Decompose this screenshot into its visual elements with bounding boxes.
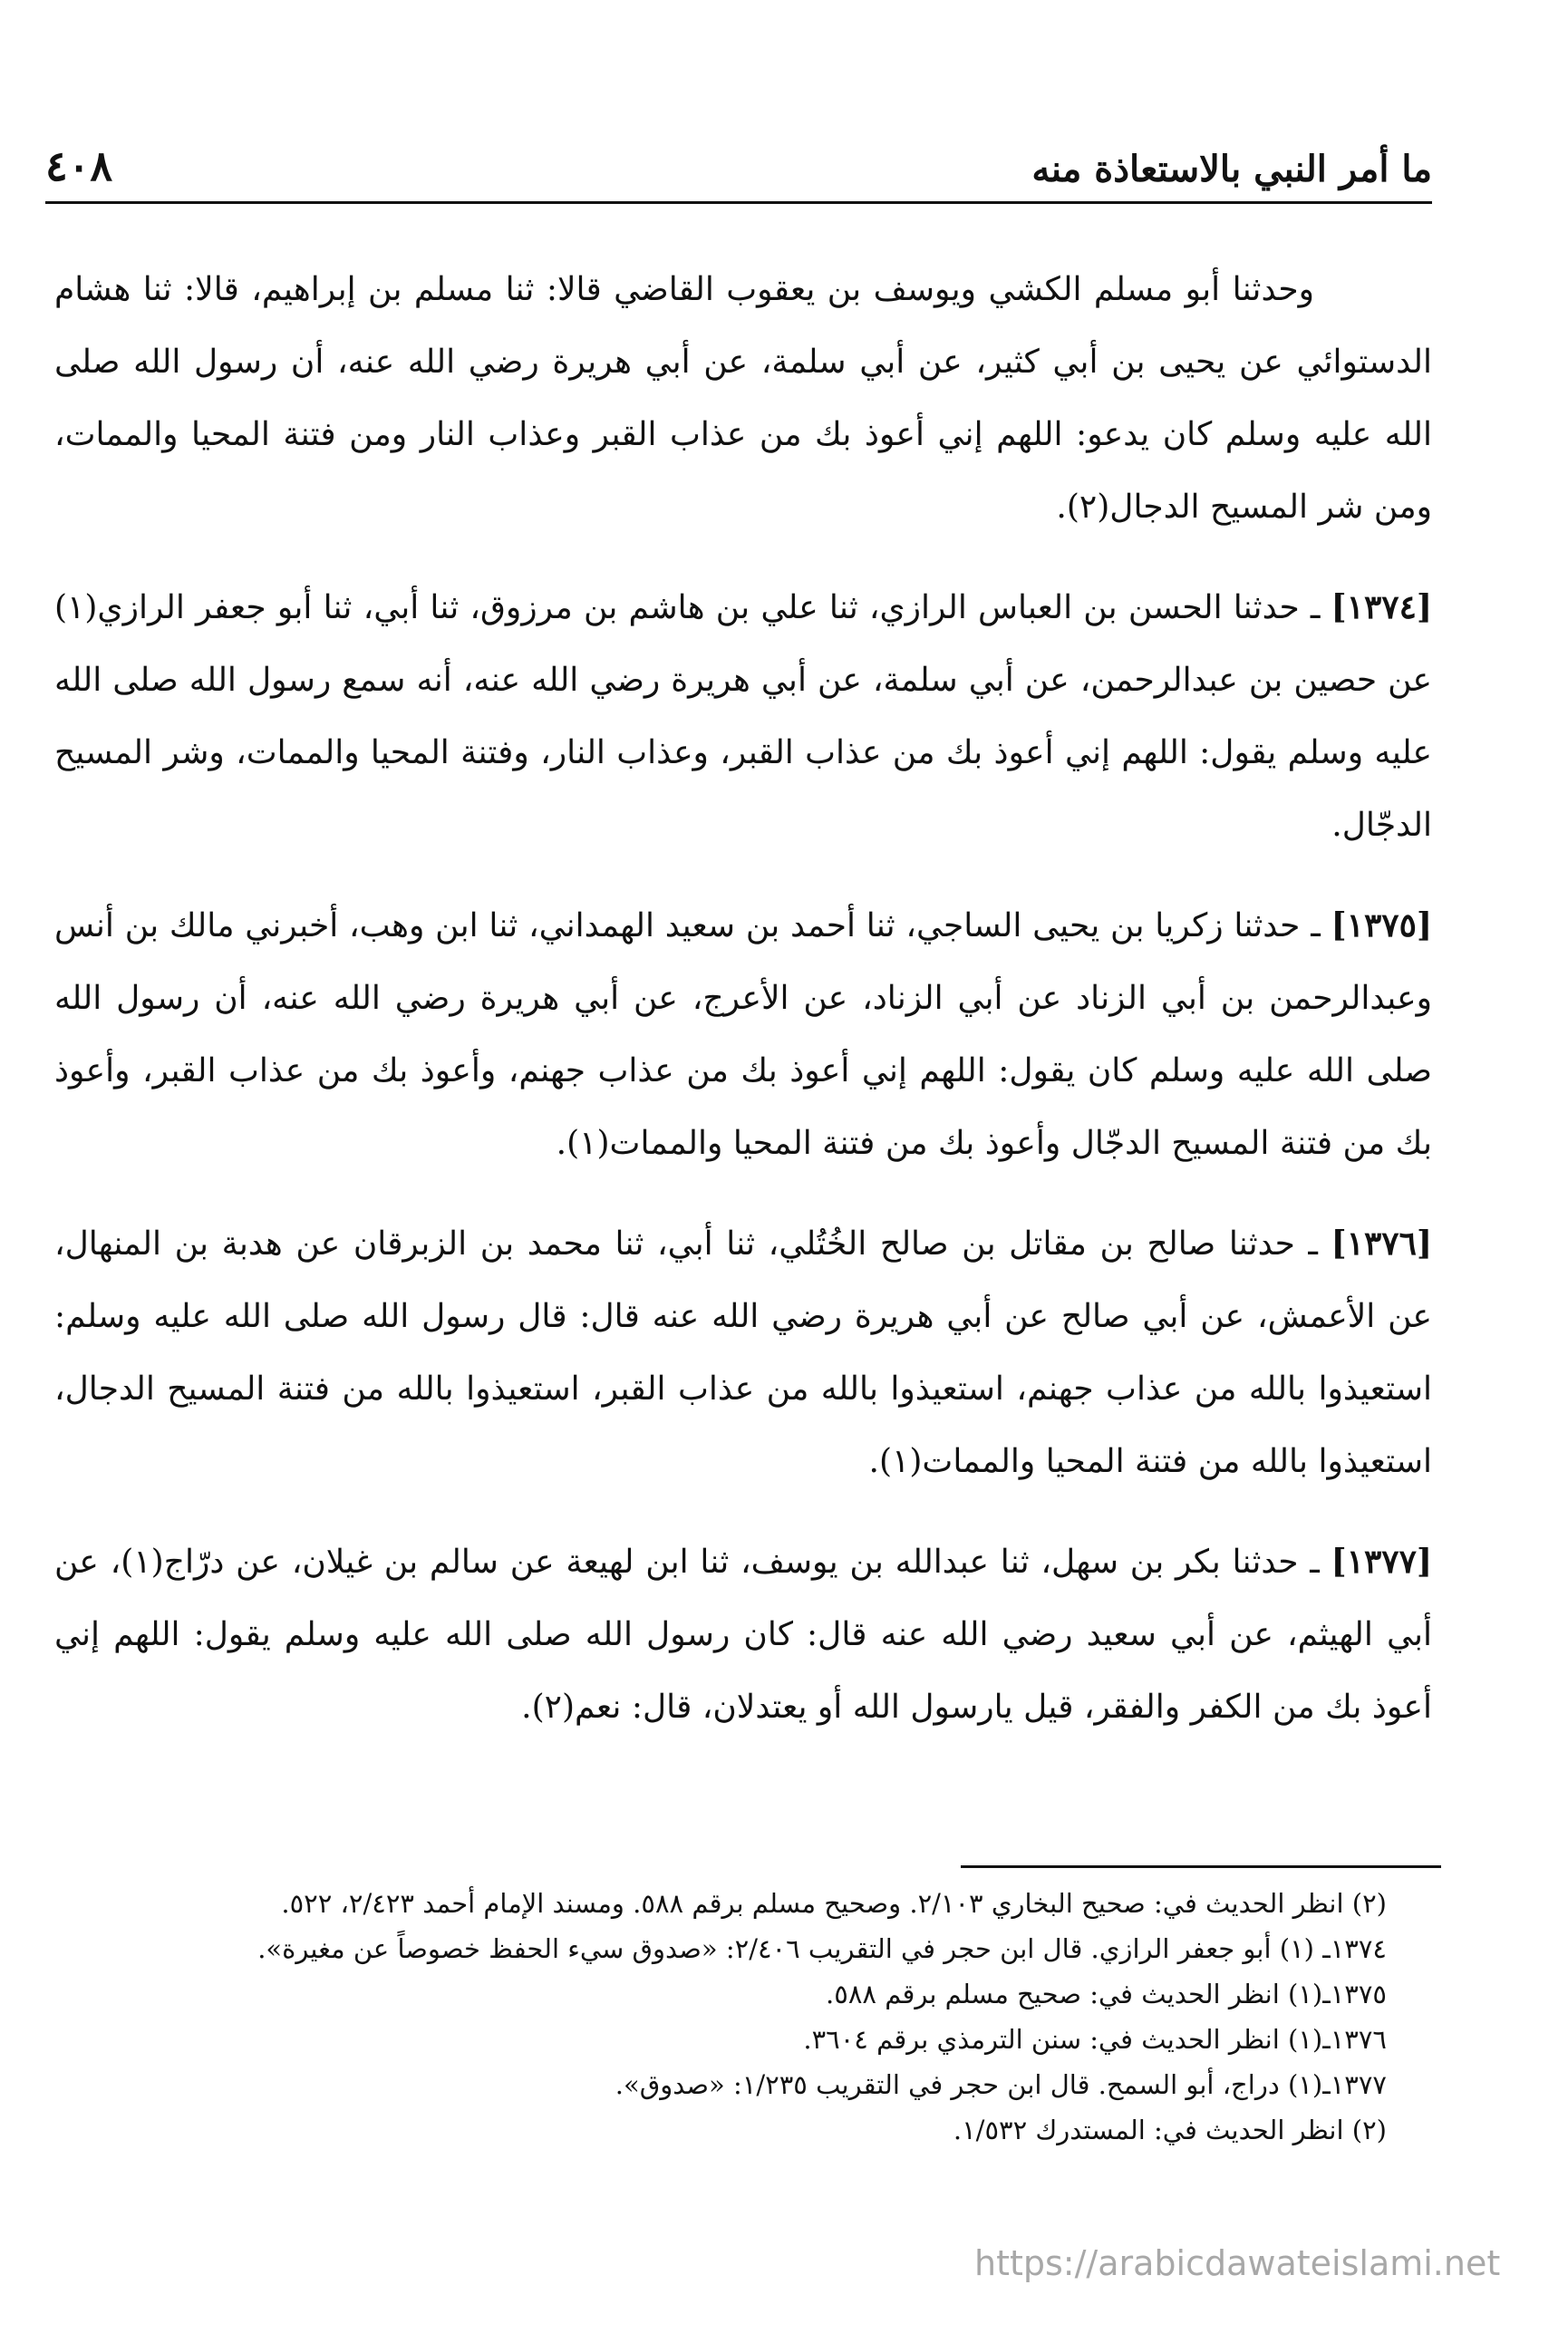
hadith-number: [١٣٧٦] [1331,1225,1432,1263]
hadith-text: ـ حدثنا الحسن بن العباس الرازي، ثنا علي بن هاشم بن مرزوق، ثنا أبي، ثنا أبو جعفر الرازي(١) عن حصين بن عبدالرحمن، عن أبي سلمة، عن أبي هريرة رضي الله عنه، أنه سمع رسول الله صلى الله عليه وسلم يقول: اللهم إني أعوذ بك من عذاب القبر، وعذاب النار، وفتنة المحيا والممات، وشر المسيح الدجّال. [54,589,1433,844]
hadith-paragraph [54,254,1432,544]
hadith-paragraph [54,889,1432,1180]
hadith-text: ـ حدثنا زكريا بن يحيى الساجي، ثنا أحمد بن سعيد الهمداني، ثنا ابن وهب، أخبرني مالك بن أنس وعبدالرحمن بن أبي الزناد عن أبي الزناد، عن الأعرج، عن أبي هريرة رضي الله عنه، أن رسول الله صلى الله عليه وسلم كان يقول: اللهم إني أعوذ بك من عذاب جهنم، وأعوذ بك من عذاب القبر، وأعوذ بك من فتنة المسيح الدجّال وأعوذ بك من فتنة المحيا والممات(١). [54,907,1432,1162]
footnotes [54,1881,1387,2153]
footnote: ١٣٧٤ـ (١) أبو جعفر الرازي. قال ابن حجر في التقريب ٢/٤٠٦: «صدوق سيء الحفظ خصوصاً عن مغيرة». [257,1933,1387,1964]
hadith-paragraph [54,571,1432,862]
footnote: (٢) انظر الحديث في: المستدرك ١/٥٣٢. [953,2115,1387,2145]
footnote: (٢) انظر الحديث في: صحيح البخاري ٢/١٠٣. وصحيح مسلم برقم ٥٨٨. ومسند الإمام أحمد ٢/٤٢٣، ٥٢٢. [281,1888,1387,1919]
footnote: ١٣٧٧ـ(١) دراج، أبو السمح. قال ابن حجر في التقريب ١/٢٣٥: «صدوق». [615,2069,1387,2100]
hadith-paragraph [54,1525,1432,1744]
hadith-number: [١٣٧٥] [1331,906,1432,944]
header-divider [45,201,1432,204]
page-header [45,127,1432,190]
footnote: ١٣٧٥ـ(١) انظر الحديث في: صحيح مسلم برقم ٥٨٨. [826,1979,1387,2009]
footnote-divider [961,1865,1441,1868]
running-title: ما أمر النبي بالاستعاذة منه [1031,148,1432,190]
hadith-paragraph [54,1207,1432,1498]
page-number: ٤٠٨ [45,141,113,190]
watermark-url: https://arabicdawateislami.net [974,2243,1501,2283]
hadith-number: [١٣٧٧] [1331,1543,1432,1581]
hadith-text: ـ حدثنا بكر بن سهل، ثنا عبدالله بن يوسف، ثنا ابن لهيعة عن سالم بن غيلان، عن درّاج(١)، عن أبي الهيثم، عن أبي سعيد رضي الله عنه قال: كان رسول الله صلى الله عليه وسلم يقول: اللهم إني أعوذ بك من الكفر والفقر، قيل يارسول الله أو يعتدلان، قال: نعم(٢). [54,1544,1433,1726]
footnote: ١٣٧٦ـ(١) انظر الحديث في: سنن الترمذي برقم ٣٦٠٤. [803,2024,1387,2055]
hadith-number: [١٣٧٤] [1331,588,1433,626]
hadith-text: ـ حدثنا صالح بن مقاتل بن صالح الخُتُلي، ثنا أبي، ثنا محمد بن الزبرقان عن هدبة بن المنهال، عن الأعمش، عن أبي صالح عن أبي هريرة رضي الله عنه قال: قال رسول الله صلى الله عليه وسلم: استعيذوا بالله من عذاب جهنم، استعيذوا بالله من عذاب القبر، استعيذوا بالله من فتنة المسيح الدجال، استعيذوا بالله من فتنة المحيا والممات(١). [54,1225,1432,1480]
main-text [54,254,1432,1771]
hadith-text: وحدثنا أبو مسلم الكشي ويوسف بن يعقوب القاضي قالا: ثنا مسلم بن إبراهيم، قالا: ثنا هشام الدستوائي عن يحيى بن أبي كثير، عن أبي سلمة، عن أبي هريرة رضي الله عنه، أن رسول الله صلى الله عليه وسلم كان يدعو: اللهم إني أعوذ بك من عذاب القبر وعذاب النار ومن فتنة المحيا والممات، ومن شر المسيح الدجال(٢). [54,271,1432,526]
